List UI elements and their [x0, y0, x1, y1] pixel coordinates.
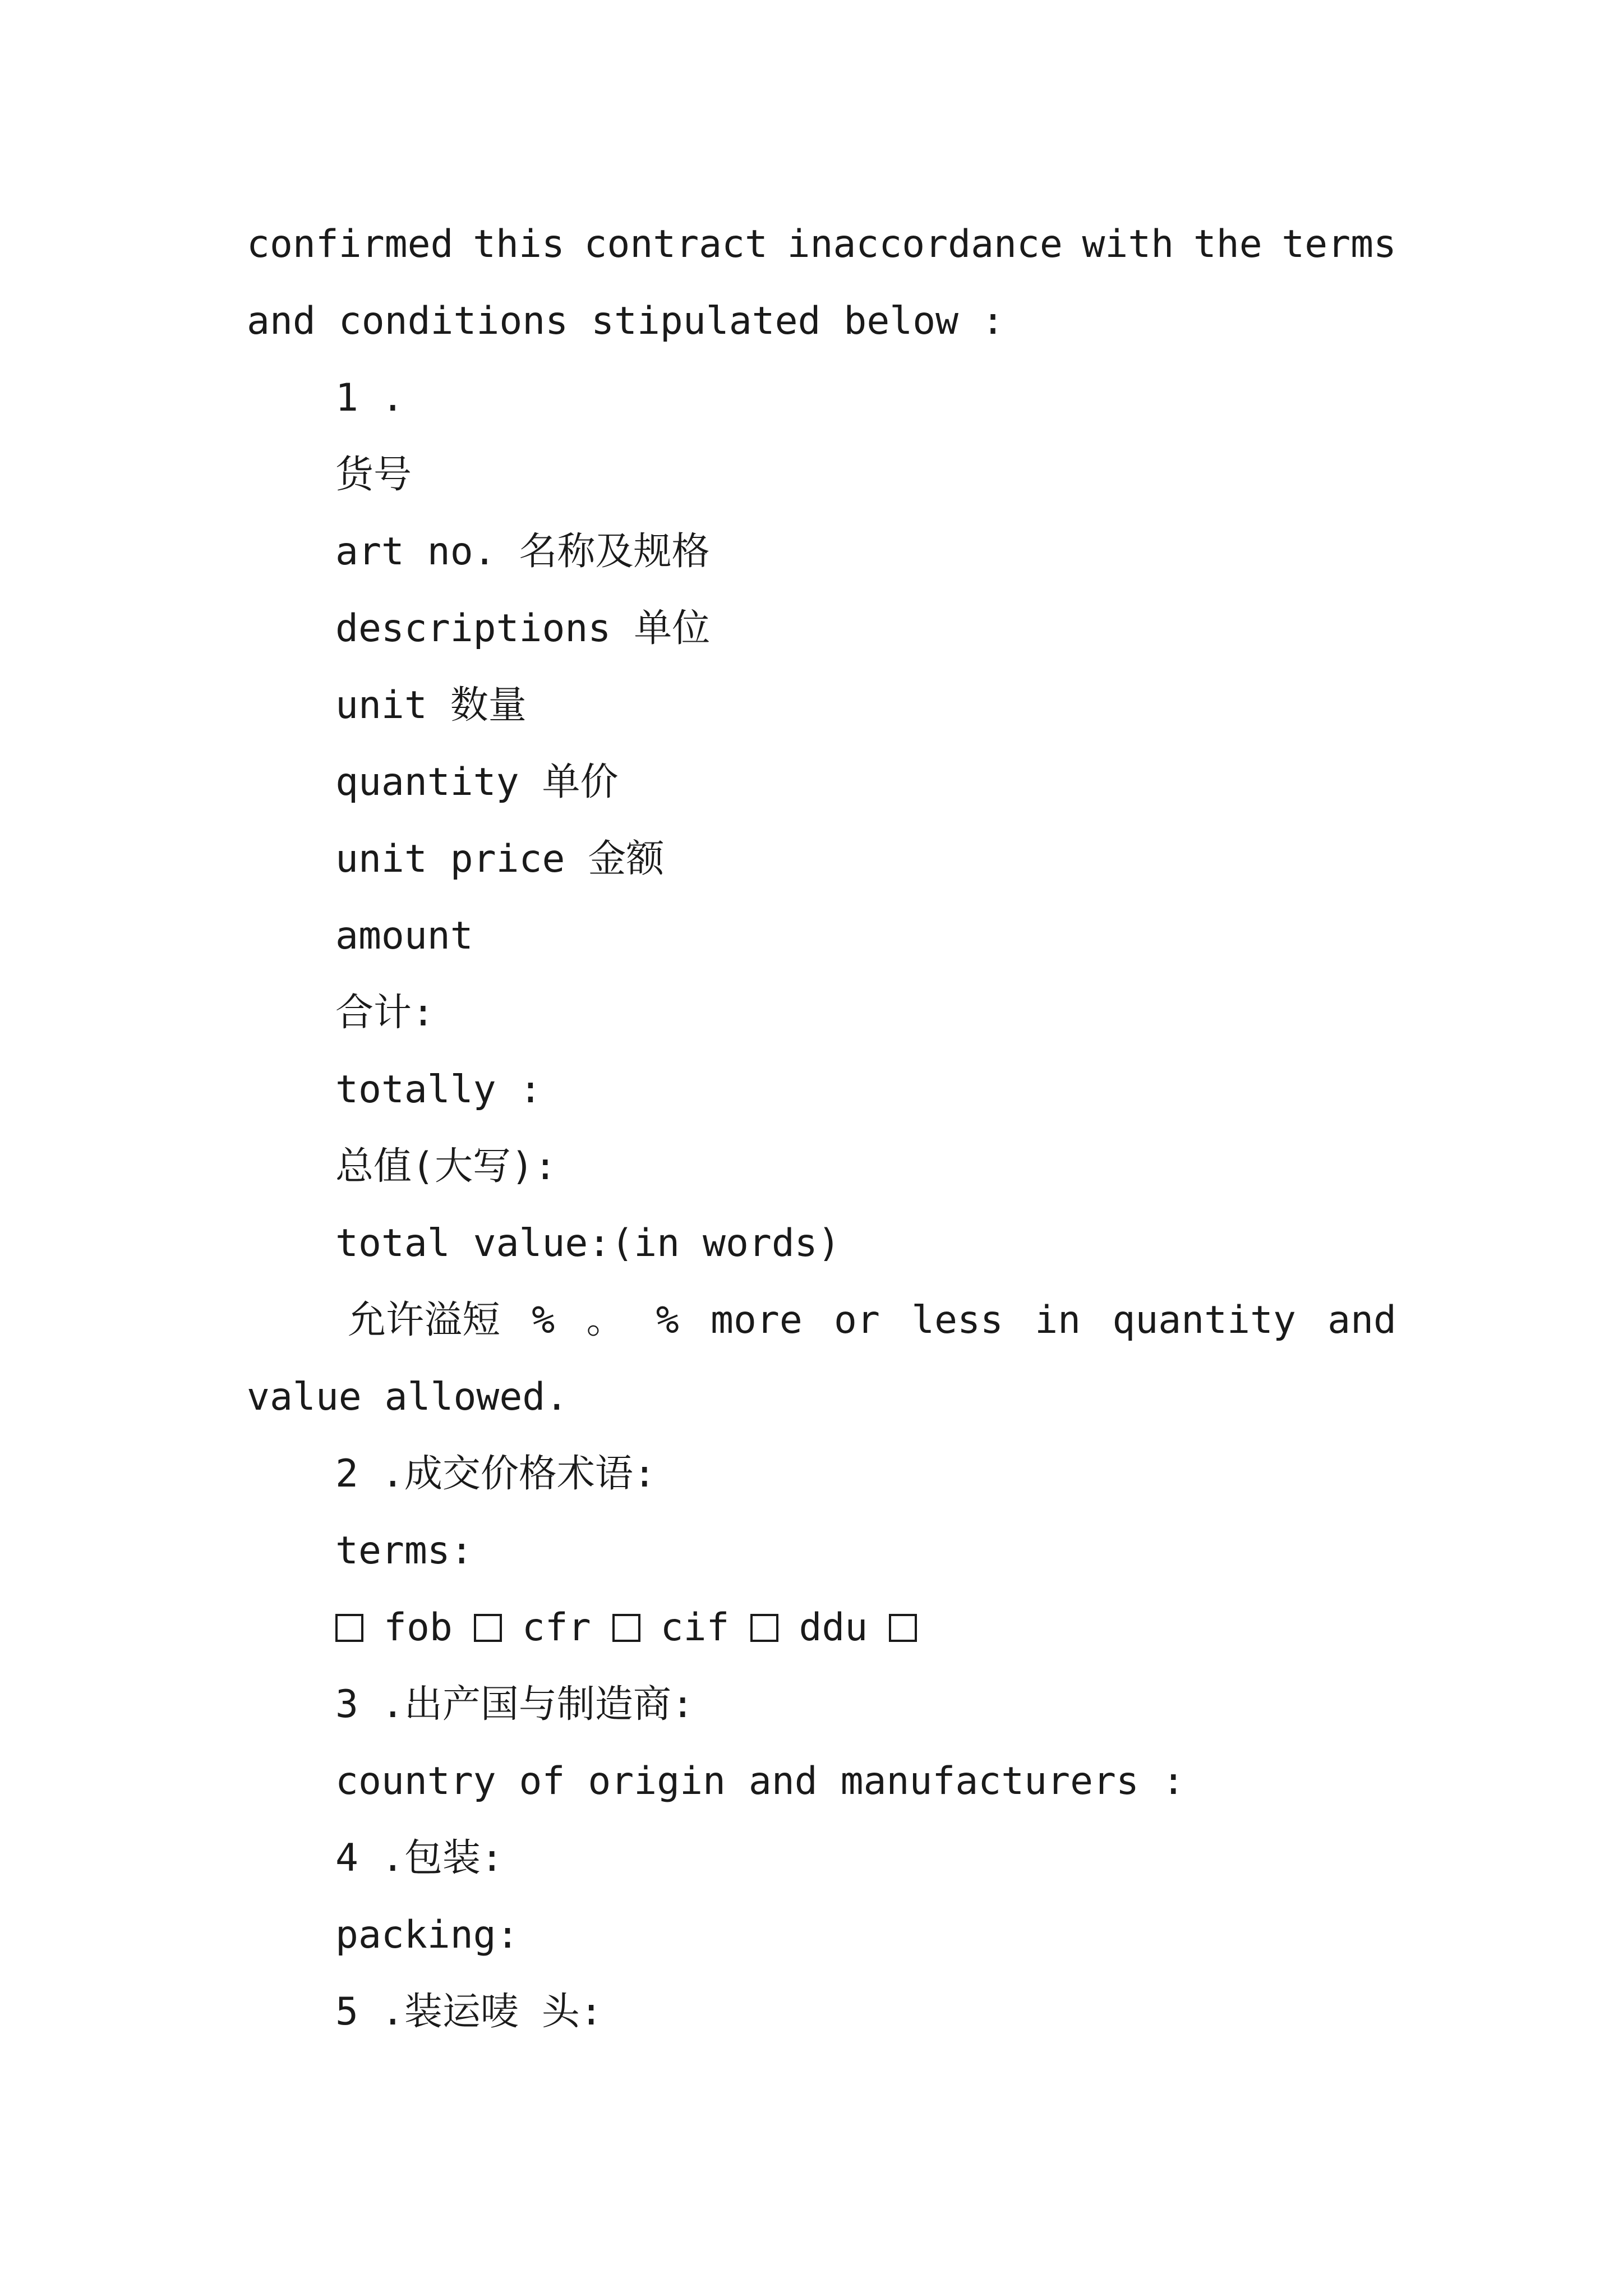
intro-line-2: and conditions stipulated below : — [247, 299, 1005, 343]
art-no-en-line: art no. 名称及规格 — [335, 530, 710, 574]
art-no-cn: 货号 — [335, 453, 412, 497]
intro-word: with — [1082, 222, 1174, 266]
allowance-word: more — [711, 1298, 803, 1342]
descriptions-line: descriptions 单位 — [335, 606, 711, 651]
term-cif: cif — [660, 1605, 730, 1650]
checkbox-icon[interactable] — [889, 1614, 917, 1642]
term-fob: fob — [384, 1605, 453, 1650]
total-value-en-line: total value:(in words) — [335, 1221, 841, 1266]
amount-line: amount — [335, 914, 473, 958]
packing-label: packing: — [335, 1913, 519, 1957]
allowance-word: and — [1327, 1298, 1396, 1342]
allowance-line-1 — [348, 1292, 1396, 1349]
item-2-heading: 2 .成交价格术语: — [335, 1452, 656, 1496]
allowance-word: 。 — [586, 1298, 625, 1342]
intro-word: contract — [584, 222, 768, 266]
item-1-number: 1 . — [335, 376, 404, 420]
checkbox-icon[interactable] — [474, 1614, 502, 1642]
checkbox-icon[interactable] — [750, 1614, 778, 1642]
total-cn-line: 合计: — [335, 991, 435, 1035]
intro-word: inaccordance — [787, 222, 1063, 266]
allowance-word: quantity — [1112, 1298, 1296, 1342]
term-cfr: cfr — [522, 1605, 591, 1650]
quantity-line: quantity 单价 — [335, 760, 619, 804]
allowance-line-2: value allowed. — [247, 1375, 569, 1419]
item-5-heading: 5 .装运唛 头: — [335, 1990, 603, 2034]
unit-price-line: unit price 金额 — [335, 837, 665, 881]
intro-line-1 — [247, 217, 1396, 273]
terms-options-row — [335, 1600, 917, 1656]
totally-line: totally : — [335, 1068, 542, 1112]
checkbox-icon[interactable] — [335, 1614, 363, 1642]
intro-word: terms — [1281, 222, 1396, 266]
intro-word: this — [473, 222, 565, 266]
allowance-word: % — [532, 1298, 555, 1342]
item-4-heading: 4 .包装: — [335, 1836, 504, 1880]
origin-label: country of origin and manufacturers : — [335, 1759, 1185, 1803]
item-3-heading: 3 .出产国与制造商: — [335, 1682, 694, 1727]
intro-word: confirmed — [247, 222, 454, 266]
allowance-word: less — [911, 1298, 1003, 1342]
allowance-word: in — [1035, 1298, 1081, 1342]
allowance-word: or — [834, 1298, 880, 1342]
unit-line: unit 数量 — [335, 683, 527, 728]
term-ddu: ddu — [799, 1605, 868, 1650]
intro-word: the — [1193, 222, 1262, 266]
allowance-word: 允许溢短 — [348, 1298, 501, 1342]
total-value-cn-line: 总值(大写): — [335, 1144, 557, 1189]
checkbox-icon[interactable] — [612, 1614, 640, 1642]
allowance-word: % — [656, 1298, 679, 1342]
terms-label: terms: — [335, 1529, 473, 1573]
